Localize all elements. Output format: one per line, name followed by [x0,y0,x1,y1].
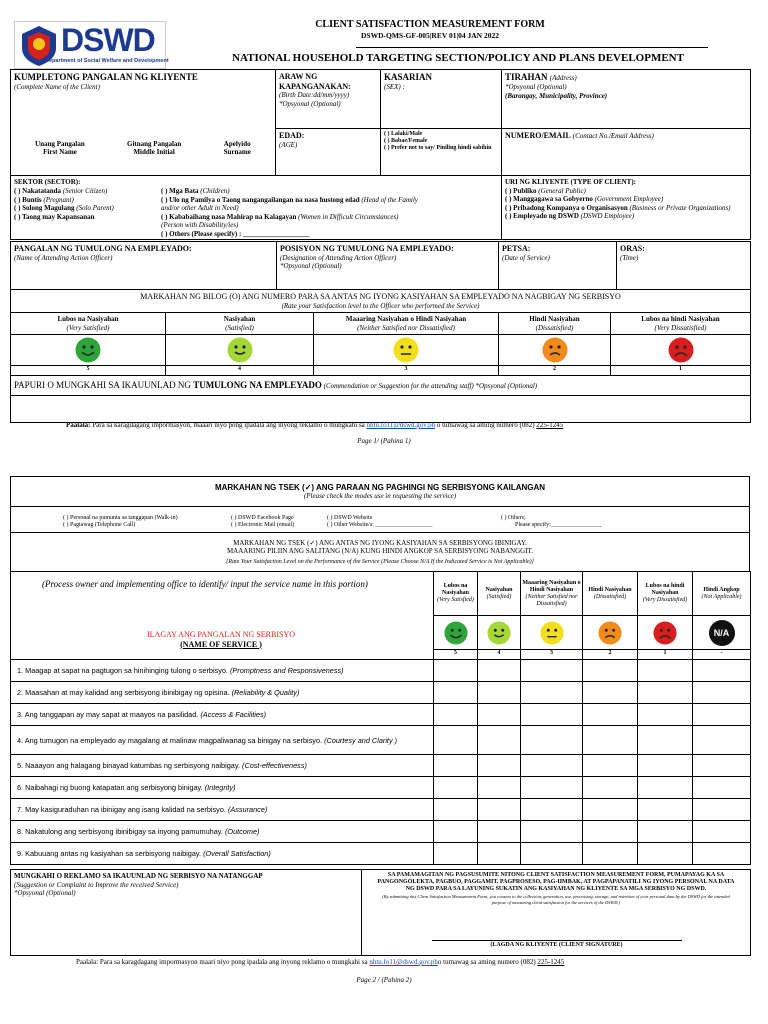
employee-rating-table [10,289,751,423]
rating-column-header: Lubos na hindi Nasiyahan (Very Dissatisfied) [638,572,693,616]
question-english: (Outcome) [224,827,260,836]
rating-checkbox[interactable] [693,843,751,865]
rating-checkbox[interactable] [693,704,751,726]
rating-label: Hindi Nasiyahan (Dissatisfied) [499,313,611,335]
rating-checkbox[interactable] [693,821,751,843]
question-text: 2. Maasahan at may kalidad ang serbisyong ibinibigay ng opisina. [17,688,230,697]
rating-number: 4 [478,650,521,660]
service-name-sub: (NAME OF SERVICE ) [180,639,262,649]
rating-number: 2 [583,650,638,660]
email-link[interactable]: nhtu.fo11@dswd.gov.ph [369,958,438,966]
rating-checkbox[interactable] [583,777,638,799]
rating-label: Lubos na hindi Nasiyahan (Very Dissatisfied) [611,313,751,335]
question-row [11,704,751,726]
rating-checkbox[interactable] [521,777,583,799]
email-link[interactable]: nhtu.fo11@dswd.gov.ph [366,421,436,429]
question-text: 5. Naaayon ang halagang binayad katumbas ng serbisyong naibigay. [17,761,240,770]
mode-option[interactable]: ( ) Personal na pumunta sa tanggapan (Walk-in) [63,515,178,521]
rating-checkbox[interactable] [693,799,751,821]
rating-checkbox[interactable] [434,682,478,704]
rating-checkbox[interactable] [521,843,583,865]
check-instruction: MARKAHAN NG TSEK (✓) ANG ANTAS NG IYONG KASIYAHAN SA SERBISYONG IBINIGAY. [233,538,527,547]
mode-title: MARKAHAN NG TSEK (✓) ANG PARAAN NG PAGHINGI NG SERBISYONG KAILANGAN [214,482,546,492]
rating-checkbox[interactable] [583,682,638,704]
mode-table [10,476,750,572]
rating-checkbox[interactable] [583,660,638,682]
page1-note: Paalala: Para sa karagdagang impormasyon, maaari niyo pong ipadala ang inyong reklamo o mungkahi sa nhtu.fo11@dswd.gov.ph o tumawag sa aming numero (082) 225-1245 [66,421,564,429]
question-english: (Integrity) [204,783,236,792]
sector-option[interactable]: ( ) Solong Magulang (Solo Parent) [14,204,114,212]
rating-checkbox[interactable] [693,660,751,682]
rating-checkbox[interactable] [638,755,693,777]
header-rule [356,47,708,48]
page2-note: Paalala: Para sa karagdagang impormasyon maari niyo pong ipadala ang inyong reklamo o mungkahi sa nhtu.fo11@dswd.gov.pho tumawag sa aming numero (082) 225-1245 [76,958,565,966]
client-type-cell: URI NG KLIYENTE (TYPE OF CLIENT): ( ) Publiko (General Public) ( ) Manggagawa sa Gobyerno (Government Employee) ( ) Pribadong Kompanya o Organisasyon (Business or Private Organizations) ( ) Empleyado ng DSWD (DSWD Employee) [502,176,751,240]
rating-checkbox[interactable] [521,726,583,755]
question-english: (Cost-effectiveness) [242,761,307,770]
rating-column-header: Lubos na Nasiyahan (Very Satisfied) [434,572,478,616]
rating-checkbox[interactable] [478,660,521,682]
question-english: (Access & Facilities) [200,710,267,719]
rating-number: 5 [434,650,478,660]
very-dissatisfied-face-icon[interactable] [668,337,694,363]
not-applicable-icon[interactable]: N/A [709,620,735,646]
question-row [11,682,751,704]
question-row [11,660,751,682]
sector-option[interactable]: ( ) Taong may Kapansanan [14,212,95,221]
section-title: NATIONAL HOUSEHOLD TARGETING SECTION/POLICY AND PLANS DEVELOPMENT [232,52,684,64]
client-type-option[interactable]: ( ) Empleyado ng DSWD (DSWD Employee) [505,212,635,220]
very-dissatisfied-face-icon[interactable] [653,621,677,645]
rating-number[interactable]: 2 [499,366,611,376]
rating-checkbox[interactable] [434,755,478,777]
rating-checkbox[interactable] [434,799,478,821]
commendation-label: PAPURI O MUNGKAHI SA IKAUUNLAD NG TUMULONG NA EMPLEYADO (Commendation or Suggestion for the attending staff) *Opsyonal (Optional) [11,376,751,396]
officer-position-cell[interactable]: POSISYON NG TUMULONG NA EMPLEYADO: (Designation of Attending Action Officer) *Opsyonal (Optional) [277,242,499,290]
rating-checkbox[interactable] [434,821,478,843]
rating-checkbox[interactable] [521,821,583,843]
rating-checkbox[interactable] [478,682,521,704]
rating-checkbox[interactable] [478,843,521,865]
consent-text: SA PAMAMAGITAN NG PAGSUSUMITE NITONG CLIENT SATISFACTION MEASUREMENT FORM, PUMAPAYAG KA SA PANGONGOLEKTA, PAGBUO, PAGGAMIT, PAGPROSESO, PAG-IIMBAK, AT PAGPAPANATILI NG IYONG PERSONAL NA DATA NG DSWD PARA SA LAYUNING SUKATIN ANG KASIYAHAN NG KLIYENTE SA MGA SERBISYO NG DSWD. [377,872,735,892]
rating-checkbox[interactable] [478,755,521,777]
mode-option[interactable]: ( ) DSWD Website [327,515,373,521]
logo-subtitle: Department of Social Welfare and Development [45,58,169,64]
rating-checkbox[interactable] [478,704,521,726]
rating-checkbox[interactable] [638,660,693,682]
mode-option[interactable]: ( ) Pagtawag (Telephone Call) [63,522,136,528]
question-list [10,659,750,865]
question-row [11,821,751,843]
rating-checkbox[interactable] [638,843,693,865]
rating-checkbox[interactable] [693,755,751,777]
client-name-cell[interactable]: KUMPLETONG PANGALAN NG KLIYENTE (Complete Name of the Client) Unang Pangalan First Name Gitnang Pangalan Middle Initial Apelyido Surname [11,70,276,176]
sector-option[interactable]: ( ) Nakatatanda (Senior Citizen) [14,187,108,195]
rating-checkbox[interactable] [693,777,751,799]
rating-checkbox[interactable] [521,682,583,704]
sector-option[interactable]: ( ) Others (Please specify) : ___________________ [161,229,310,238]
rating-column-header: Hindi Angkop (Not Applicable) [693,572,751,616]
question-text: 1. Maagap at sapat na pagtugon sa hinihinging tulong o serbisyo. [17,666,228,675]
dswd-logo [14,21,169,69]
question-text: 3. Ang tanggapan ay may sapat at maayos na pasilidad. [17,710,199,719]
page1-number: Page 1/ (Pahina 1) [357,437,411,445]
rating-checkbox[interactable] [583,726,638,755]
rating-checkbox[interactable] [693,726,751,755]
rating-checkbox[interactable] [434,704,478,726]
suggestion-table [10,869,751,956]
client-info-table [10,69,751,240]
rating-checkbox[interactable] [521,704,583,726]
consent-cell [362,870,751,956]
rating-column-header: Maaaring Nasiyahan o Hindi Nasiyahan (Neither Satisfied nor Dissatisfied) [521,572,583,616]
suggestion-field[interactable]: MUNGKAHI O REKLAMO SA IKAUUNLAD NG SERBISYO NA NATANGGAP (Suggestion or Complaint to Improve the received Service) *Opsyonal (Optional) [11,870,362,956]
rating-checkbox[interactable] [638,799,693,821]
question-row [11,799,751,821]
check-instruction: MAAARING PILIIN ANG SALITANG (N/A) KUNG HINDI ANGKOP SA SERBISYONG NABANGGIT. [226,547,534,555]
form-title: CLIENT SATISFACTION MEASUREMENT FORM [315,19,545,30]
rating-checkbox[interactable] [434,726,478,755]
rating-checkbox[interactable] [521,755,583,777]
question-row [11,726,751,755]
rating-checkbox[interactable] [434,660,478,682]
mode-specify[interactable]: Please specify:_________________ [515,522,602,528]
rating-checkbox[interactable] [478,799,521,821]
officer-name-cell[interactable]: PANGALAN NG TUMULONG NA EMPLEYADO: (Name of Attending Action Officer) [11,242,277,290]
consent-text-en: (By submitting this Client Satisfaction Measurement Form, you consent to the collection, generation, use, processing, storage, and retention of your personal data by the DSWD for the intended purpose of measuring client satisfaction for the services of the DSWD.) [382,894,730,905]
rating-checkbox[interactable] [583,704,638,726]
rating-checkbox[interactable] [521,660,583,682]
satisfied-face-icon[interactable] [227,337,253,363]
signature-line[interactable]: (LAGDA NG KLIYENTE (CLIENT SIGNATURE) [490,942,623,948]
age-cell[interactable]: EDAD: (AGE) [276,129,381,176]
rating-number[interactable]: 1 [611,366,751,376]
neutral-face-icon[interactable] [540,621,564,645]
time-cell[interactable]: ORAS: (Time) [617,242,751,290]
client-type-option[interactable]: ( ) Publiko (General Public) [505,186,586,195]
rating-checkbox[interactable] [583,799,638,821]
dissatisfied-face-icon[interactable] [542,337,568,363]
question-row [11,755,751,777]
service-rating-table [10,571,751,660]
question-english: (Promptness and Responsiveness) [229,666,344,675]
officer-table [10,241,751,290]
rating-label: Nasiyahan (Satisfied) [166,313,314,335]
rating-label: Lubos na Nasiyahan (Very Satisfied) [11,313,166,335]
rating-number[interactable]: 5 [11,366,166,376]
sex-options[interactable]: ( ) Lalaki/Male ( ) Babae/Female ( ) Prefer not to say/ Piniling hindi sabihin [381,129,502,176]
rating-instruction-sub: (Rate your Satisfaction level to the Officer who performed the Service) [281,301,480,310]
mode-option[interactable]: ( ) Other Website/s: ___________________ [327,522,433,528]
rating-column-header: Nasiyahan (Satisfied) [478,572,521,616]
rating-checkbox[interactable] [638,704,693,726]
commendation-field[interactable] [11,396,751,423]
client-type-option[interactable]: ( ) Pribadong Kompanya o Organisasyon (Business or Private Organizations) [505,203,731,212]
rating-number[interactable]: 3 [314,366,499,376]
process-owner-note: (Process owner and implementing office to identify/ input the service name in this portion) [42,579,368,589]
sector-option[interactable]: ( ) Kababaihang nasa Mahirap na Kalagayan (Women in Difficult Circumstances) (Person with Disability/ies) [161,212,399,229]
question-english: (Overall Satisfaction) [203,849,271,858]
neutral-face-icon[interactable] [393,337,419,363]
rating-checkbox[interactable] [638,777,693,799]
rating-column-header: Hindi Nasiyahan (Dissatisfied) [583,572,638,616]
rating-checkbox[interactable] [434,843,478,865]
rating-checkbox[interactable] [583,755,638,777]
question-english: (Reliability & Quality) [231,688,300,697]
form-code: DSWD-QMS-GF-005|REV 01|04 JAN 2022 [361,31,499,40]
rating-checkbox[interactable] [638,821,693,843]
sector-option[interactable]: ( ) Mga Bata (Children) [161,187,230,195]
page2-number: Page 2 / (Pahina 2) [356,976,412,984]
sector-cell: SEKTOR (SECTOR): ( ) Nakatatanda (Senior Citizen) ( ) Buntis (Pregnant) ( ) Solong Magulang (Solo Parent) ( ) Taong may Kapansanan ( ) Mga Bata (Children) ( ) Ulo ng Pamilya o Taong nangangailangan na nasa hustong edad (Head of the Family and/or other Adult in Need) ( ) Kababaihang nasa Mahirap na Kalagayan (Women in Difficult Circumstances) (Person with Disability/ies) ( ) Others (Please specify) : ___________________ [11,176,502,240]
very-satisfied-face-icon[interactable] [75,337,101,363]
rating-checkbox[interactable] [478,821,521,843]
rating-instruction: MARKAHAN NG BILOG (O) ANG NUMERO PARA SA ANTAS NG IYONG KASIYAHAN SA EMPLEYADO NA NAGBIGAY NG SERBISYO [140,292,621,301]
rating-number: 3 [521,650,583,660]
contact-cell[interactable]: NUMERO/EMAIL (Contact No./Email Address) [502,129,751,176]
sector-option[interactable]: ( ) Buntis (Pregnant) [14,195,74,204]
rating-checkbox[interactable] [583,821,638,843]
question-english: (Courtesy and Clarity ) [324,735,398,745]
address-cell[interactable]: TIRAHAN (Address) *Opsyonal (Optional) (Barangay, Municipality, Province) [502,70,751,129]
birthdate-cell[interactable]: ARAW NG KAPANGANAKAN: (Birth Date:dd/mm/yyyy) *Opsyonal (Optional) [276,70,381,129]
logo-text: DSWD [61,22,155,58]
question-row [11,777,751,799]
satisfied-face-icon[interactable] [487,621,511,645]
rating-checkbox[interactable] [583,843,638,865]
mode-option[interactable]: ( ) DSWD Facebook Page [231,515,294,521]
question-english: (Assurance) [227,805,268,814]
date-cell[interactable]: PETSA: (Date of Service) [499,242,617,290]
question-text: 7. May kasiguraduhan na ibinigay ang isang kalidad na serbisyo. [17,805,226,814]
dissatisfied-face-icon[interactable] [598,621,622,645]
rating-number: 1 [638,650,693,660]
rating-checkbox[interactable] [478,726,521,755]
question-text: 8. Nakatulong ang serbisyong ibinibigay sa inyong pamumuhay. [17,827,223,836]
very-satisfied-face-icon[interactable] [444,621,468,645]
sex-cell[interactable]: KASARIAN (SEX) : [381,70,502,129]
question-row [11,843,751,865]
rating-checkbox[interactable] [478,777,521,799]
rating-checkbox[interactable] [434,777,478,799]
rating-number: - [693,650,751,660]
rating-checkbox[interactable] [638,682,693,704]
check-instruction-sub: [Rate Your Satisfaction Level on the Performance of the Service (Please Choose N/A If the Indicated Service is Not Applicable)] [226,558,534,565]
mode-option[interactable]: ( ) Others; [501,515,526,521]
rating-label: Maaaring Nasiyahan o Hindi Nasiyahan (Neither Satisfied nor Dissatisfied) [314,313,499,335]
sector-option[interactable]: ( ) Ulo ng Pamilya o Taong nangangailangan na nasa hustong edad (Head of the Family and/or other Adult in Need) [161,195,418,212]
rating-number[interactable]: 4 [166,366,314,376]
mode-option[interactable]: ( ) Electronic Mail (email) [231,522,295,528]
service-name-label: ILAGAY ANG PANGALAN NG SERBISYO [146,630,295,639]
rating-checkbox[interactable] [521,799,583,821]
client-type-option[interactable]: ( ) Manggagawa sa Gobyerno (Government Employee) [505,195,664,203]
rating-checkbox[interactable] [693,682,751,704]
question-text: 9. Kabuuang antas ng kasiyahan sa serbisyong naibigay. [17,849,202,858]
mode-subtitle: (Please check the modes use in requesting the service) [303,491,457,500]
question-text: 6. Naibahagi ng buong katapatan ang serbisyong binigay. [17,783,203,792]
rating-checkbox[interactable] [638,726,693,755]
question-text: 4. Ang tumugon na empleyado ay magalang at malinaw magpaliwanag sa binigay na serbisyo. [17,735,323,745]
